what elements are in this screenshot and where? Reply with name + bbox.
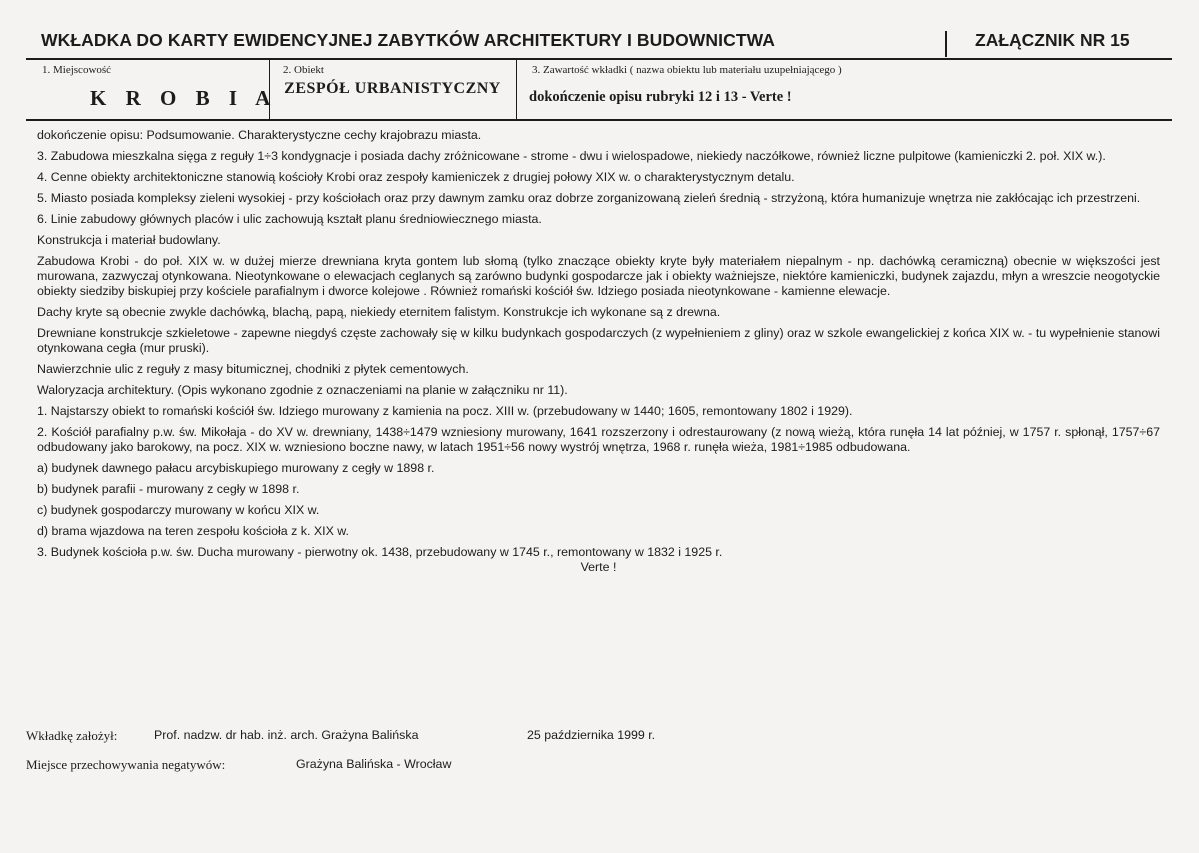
object-value: ZESPÓŁ URBANISTYCZNY (284, 80, 501, 97)
locality-value: K R O B I A (90, 86, 278, 110)
paragraph-6: 6. Linie zabudowy głównych placów i ulic zachowują kształt planu średniowiecznego miasta. (37, 212, 542, 226)
paragraph-item-c: c) budynek gospodarczy murowany w końcu XIX w. (37, 503, 320, 517)
paragraph-item-a: a) budynek dawnego pałacu arcybiskupiego murowany z cegły w 1898 r. (37, 461, 435, 475)
paragraph-timber-frame: Drewniane konstrukcje szkieletowe - zapewne niegdyś częste zachowały się w kilku budynkach gospodarczych (z wypełnieniem z gliny) oraz w szkole ewangelickiej z końca XIX w. - tu wypełnienie stanowi otynkowana cegła (mur pruski). (37, 326, 1160, 355)
construction-heading: Konstrukcja i materiał budowlany. (37, 233, 221, 247)
document-title: WKŁADKA DO KARTY EWIDENCYJNEJ ZABYTKÓW ARCHITEKTURY I BUDOWNICTWA (41, 30, 776, 50)
object-label: 2. Obiekt (283, 64, 324, 76)
header-rule (26, 58, 1172, 60)
paragraph-item-3: 3. Budynek kościoła p.w. św. Ducha murowany - pierwotny ok. 1438, przebudowany w 1745 r., remontowany w 1832 i 1925 r. (37, 545, 723, 559)
paragraph-surfaces: Nawierzchnie ulic z reguły z masy bitumicznej, chodniki z płytek cementowych. (37, 362, 469, 376)
paragraph-item-2: 2. Kościół parafialny p.w. św. Mikołaja - do XV w. drewniany, 1438÷1479 wzniesiony murowany, 1641 rozszerzony i odrestaurowany (z nową wieżą, która runęła 14 lat później, w 1757 r. spłonął, 1757÷67 odbudowany jako barokowy, na pocz. XIX w. wzniesiono boczne nawy, w latach 1951÷56 nowy wystrój wnętrza, 1968 r. runęła wieża, 1981÷1985 odbudowana. (37, 425, 1160, 454)
description-body (37, 128, 1160, 575)
column-divider-2 (516, 60, 517, 119)
paragraph-5: 5. Miasto posiada kompleksy zieleni wysokiej - przy kościołach oraz przy dawnym zamku oraz dobrze zorganizowaną zieleń średnią - strzyżoną, która humanizuje wnętrza nie zakłócając ich przestrzeni. (37, 191, 1141, 205)
paragraph-item-1: 1. Najstarszy obiekt to romański kościół św. Idziego murowany z kamienia na pocz. XIII w. (przebudowany w 1440; 1605, remontowany 1802 i 1929). (37, 404, 853, 418)
fields-rule (26, 119, 1172, 121)
paragraph-roofs: Dachy kryte są obecnie zwykle dachówką, blachą, papą, niekiedy eternitem falistym. Konstrukcje ich wykonane są z drewna. (37, 305, 721, 319)
header-divider (945, 31, 947, 57)
paragraph-summary-heading: dokończenie opisu: Podsumowanie. Charakterystyczne cechy krajobrazu miasta. (37, 128, 482, 142)
author-value: Prof. nadzw. dr hab. inż. arch. Grażyna Balińska (154, 728, 419, 742)
paragraph-construction: Zabudowa Krobi - do poł. XIX w. w dużej mierze drewniana kryta gontem lub słomą (tylko znaczące obiekty kryte były materiałem niepalnym - np. dachówką ceramiczną) obecnie w większości jest murowana, zazwyczaj otynkowana. Nieotynkowane o elewacjach ceglanych są zarówno budynki gospodarcze jak i obiekty ważniejsze, niektóre kamieniczki, budynek zajazdu, młyn a wreszcie neogotyckie obiekty siedziby biskupiej przy kościele parafialnym i dworce kolejowe . Również romański kościół św. Idziego posiada nieotynkowane - kamienne elewacje. (37, 254, 1160, 298)
paragraph-item-b: b) budynek parafii - murowany z cegły w 1898 r. (37, 482, 300, 496)
annex-number: ZAŁĄCZNIK NR 15 (975, 30, 1130, 50)
valorization-heading: Waloryzacja architektury. (Opis wykonano zgodnie z oznaczeniami na planie w załączniku nr 11). (37, 383, 568, 397)
storage-label: Miejsce przechowywania negatywów: (26, 757, 226, 772)
verte-note: Verte ! (580, 560, 617, 574)
locality-label: 1. Miejscowość (42, 64, 112, 76)
storage-value: Grażyna Balińska - Wrocław (296, 757, 452, 771)
paragraph-item-d: d) brama wjazdowa na teren zespołu kościoła z k. XIX w. (37, 524, 349, 538)
author-label: Wkładkę założył: (26, 728, 118, 743)
paragraph-4: 4. Cenne obiekty architektoniczne stanowią kościoły Krobi oraz zespoły kamieniczek z drugiej połowy XIX w. o charakterystycznym detalu. (37, 170, 795, 184)
content-label: 3. Zawartość wkładki ( nazwa obiektu lub materiału uzupełniającego ) (532, 64, 842, 76)
card-date: 25 października 1999 r. (527, 728, 656, 742)
content-value: dokończenie opisu rubryki 12 i 13 - Verte ! (529, 89, 792, 105)
paragraph-3: 3. Zabudowa mieszkalna sięga z reguły 1÷3 kondygnacje i posiada dachy zróżnicowane - strome - dwu i wielospadowe, niekiedy naczółkowe, również liczne pulpitowe (kamieniczki 2. poł. XIX w.). (37, 149, 1106, 163)
